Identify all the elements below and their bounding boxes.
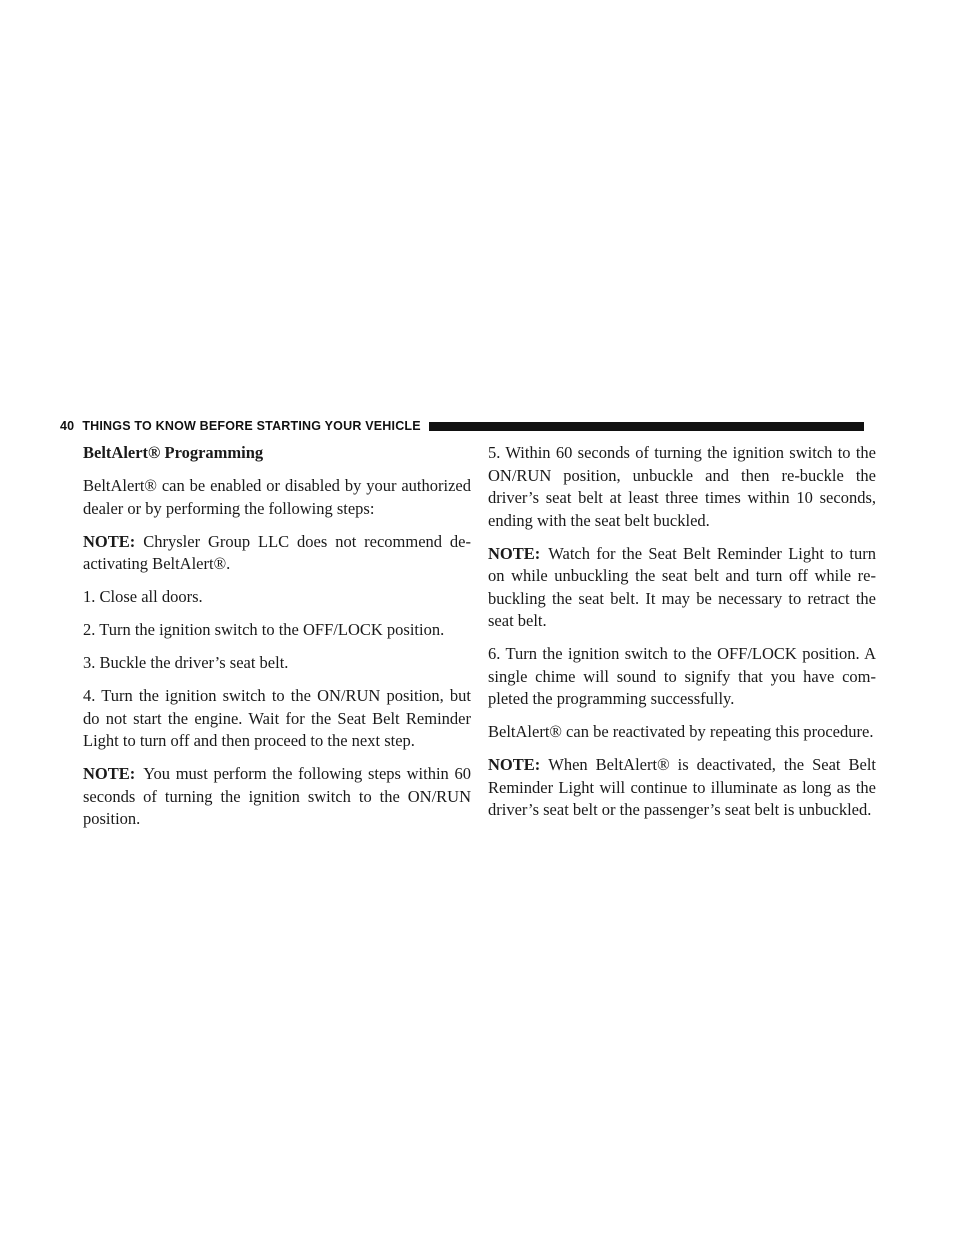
note-paragraph [83,531,471,576]
page-number: 40 [60,419,75,433]
left-column [83,442,471,841]
note-paragraph [83,763,471,831]
step-6: 6. Turn the ignition switch to the OFF/LOCK position. A single chime will sound to signify that you have com-pleted the programming successfully. [488,644,876,708]
section-heading: BeltAlert® Programming [83,443,264,462]
step-4: 4. Turn the ignition switch to the ON/RUN position, but do not start the engine. Wait for the Seat Belt Reminder Light to turn off and then proceed to the next step. [83,686,471,750]
note-text: You must perform the following steps within 60 seconds of turning the ignition switch to the ON/RUN position. [83,764,471,828]
step-5: 5. Within 60 seconds of turning the ignition switch to the ON/RUN position, unbuckle and then re-buckle the driver’s seat belt at least three times within 10 seconds, ending with the seat belt buckled. [488,443,876,530]
header-rule [429,422,864,431]
chapter-title: THINGS TO KNOW BEFORE STARTING YOUR VEHICLE [82,419,421,433]
note-label: NOTE: [83,531,136,551]
reactivate-paragraph: BeltAlert® can be reactivated by repeating this procedure. [488,722,874,741]
note-text: Chrysler Group LLC does not recommend de-activating BeltAlert®. [83,531,471,573]
intro-paragraph: BeltAlert® can be enabled or disabled by your authorized dealer or by performing the following steps: [83,476,471,518]
note-label: NOTE: [488,755,541,774]
note-text: When BeltAlert® is deactivated, the Seat Belt Reminder Light will continue to illuminate as long as the driver’s seat belt or the passenger’s seat belt is unbuckled. [488,755,876,819]
page-header [60,418,864,434]
step-1: 1. Close all doors. [83,587,203,606]
note-text: Watch for the Seat Belt Reminder Light to turn on while unbuckling the seat belt and turn off while re-buckling the seat belt. It may be necessary to retract the seat belt. [488,543,876,630]
right-column [488,442,876,832]
step-2: 2. Turn the ignition switch to the OFF/LOCK position. [83,620,445,639]
note-label: NOTE: [488,543,541,563]
note-label: NOTE: [83,764,136,783]
step-3: 3. Buckle the driver’s seat belt. [83,653,289,672]
note-paragraph [488,754,876,822]
note-paragraph [488,543,876,633]
